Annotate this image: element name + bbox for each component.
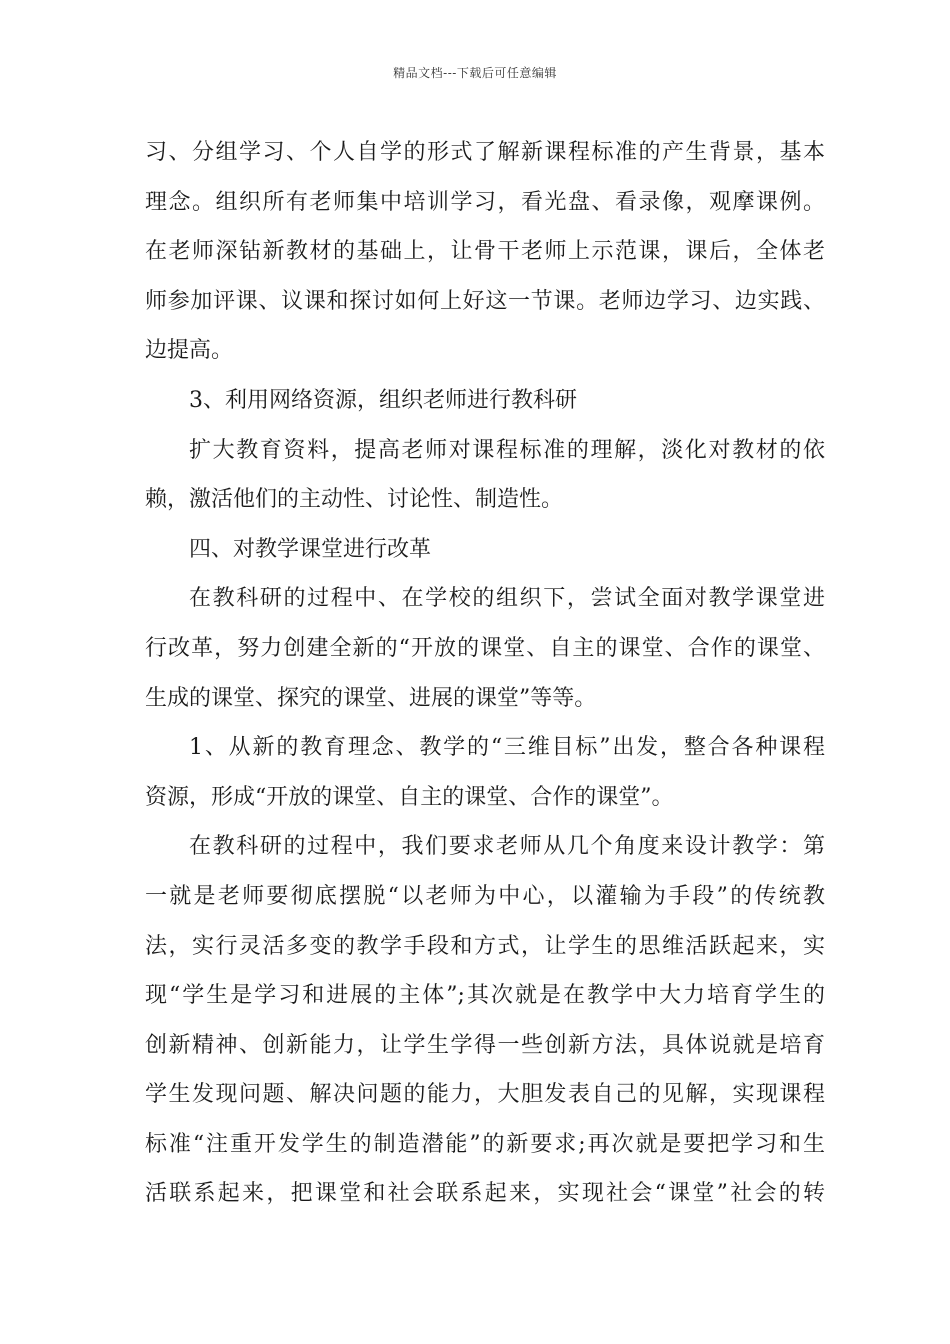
text-line: 标准“注重开发学生的制造潜能”的新要求;再次就是要把学习和生 — [145, 1131, 825, 1157]
text-line: 学生发现问题、解决问题的能力，大胆发表自己的见解，实现课程 — [145, 1082, 825, 1108]
text-line: 生成的课堂、探究的课堂、进展的课堂”等等。 — [145, 685, 597, 711]
text-line: 活联系起来，把课堂和社会联系起来，实现社会“课堂”社会的转 — [145, 1181, 825, 1207]
text-line: 创新精神、创新能力，让学生学得一些创新方法，具体说就是培育 — [145, 1032, 825, 1058]
section-heading: 四、对教学课堂进行改革 — [189, 536, 432, 562]
text-line: 赖，激活他们的主动性、讨论性、制造性。 — [145, 487, 564, 513]
text-line: 行改革，努力创建全新的“开放的课堂、自主的课堂、合作的课堂、 — [145, 635, 825, 661]
text-line: 法，实行灵活多变的教学手段和方式，让学生的思维活跃起来，实 — [145, 933, 825, 959]
text-line: 现“学生是学习和进展的主体”;其次就是在教学中大力培育学生的 — [145, 983, 825, 1009]
text-line: 一就是老师要彻底摆脱“以老师为中心，以灌输为手段”的传统教 — [145, 883, 825, 909]
text-line: 资源，形成“开放的课堂、自主的课堂、合作的课堂”。 — [145, 784, 674, 810]
text-line: 1、从新的教育理念、教学的“三维目标”出发，整合各种课程 — [189, 735, 825, 761]
text-line: 理念。组织所有老师集中培训学习，看光盘、看录像，观摩课例。 — [145, 189, 825, 215]
text-line: 在教科研的过程中，我们要求老师从几个角度来设计教学：第 — [189, 834, 825, 860]
text-line: 习、分组学习、个人自学的形式了解新课程标准的产生背景，基本 — [145, 140, 825, 165]
text-line: 边提高。 — [145, 338, 234, 364]
text-line: 扩大教育资料，提高老师对课程标准的理解，淡化对教材的依 — [189, 437, 825, 463]
text-line: 师参加评课、议课和探讨如何上好这一节课。老师边学习、边实践、 — [145, 288, 825, 314]
text-line: 在老师深钻新教材的基础上，让骨干老师上示范课，课后，全体老 — [145, 239, 825, 265]
section-heading: 3、利用网络资源，组织老师进行教科研 — [189, 387, 577, 413]
document-body — [145, 128, 825, 1219]
text-line: 在教科研的过程中、在学校的组织下，尝试全面对教学课堂进 — [189, 586, 825, 612]
page-header: 精品文档---下载后可任意编辑 — [393, 66, 557, 80]
